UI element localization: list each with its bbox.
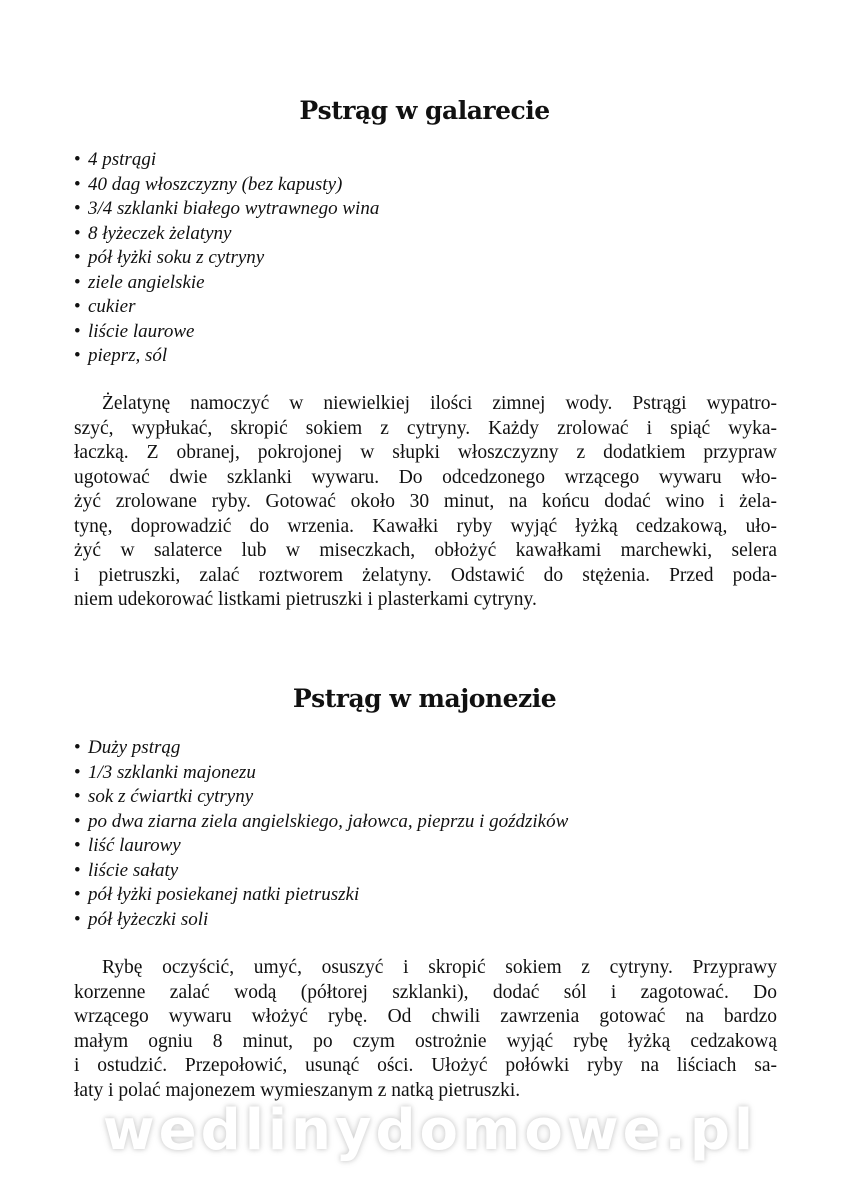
ingredient-item: • pół łyżki soku z cytryny: [74, 246, 379, 271]
instruction-line: korzenne zalać wodą (półtorej szklanki), dodać sól i zagotować. Do: [74, 981, 777, 1003]
ingredient-item: • cukier: [74, 295, 379, 320]
instructions-galarecie: [74, 392, 777, 613]
instruction-line: i pietruszki, zalać roztworem żelatyny. Odstawić do stężenia. Przed poda-: [74, 564, 777, 586]
recipe-title-majonezie: Pstrąg w majonezie: [292, 684, 557, 713]
instruction-line: Żelatynę namoczyć w niewielkiej ilości zimnej wody. Pstrągi wypatro-: [102, 393, 777, 414]
recipe-title-galarecie: Pstrąg w galarecie: [299, 96, 550, 125]
instruction-line: i ostudzić. Przepołowić, usunąć ości. Ułożyć połówki ryby na liściach sa-: [74, 1055, 777, 1076]
ingredient-item: • 1/3 szklanki majonezu: [74, 761, 568, 786]
instruction-line: niem udekorować listkami pietruszki i plasterkami cytryny.: [74, 589, 537, 610]
ingredient-item: • pół łyżki posiekanej natki pietruszki: [74, 883, 568, 908]
ingredient-item: • liście sałaty: [74, 859, 568, 884]
ingredient-item: • Duży pstrąg: [74, 736, 568, 761]
instruction-line: ugotować dwie szklanki wywaru. Do odcedzonego wrzącego wywaru wło-: [74, 466, 777, 488]
instruction-line: wrzącego wywaru włożyć rybę. Od chwili zawrzenia gotować na bardzo: [74, 1006, 777, 1027]
instruction-line: małym ogniu 8 minut, po czym ostrożnie wyjąć rybę łyżką cedzakową: [74, 1030, 777, 1052]
instruction-line: żyć w salaterce lub w miseczkach, obłożyć kawałkami marchewki, selera: [74, 540, 777, 561]
ingredient-item: • liść laurowy: [74, 834, 568, 859]
watermark: wedlinydomowe.pl: [102, 1098, 758, 1163]
ingredient-item: • 40 dag włoszczyzny (bez kapusty): [74, 173, 379, 198]
instruction-line: szyć, wypłukać, skropić sokiem z cytryny. Każdy zrolować i spiąć wyka-: [74, 417, 777, 439]
instruction-line: łaczką. Z obranej, pokrojonej w słupki włoszczyzny z dodatkiem przypraw: [74, 442, 777, 463]
ingredient-item: • liście laurowe: [74, 320, 379, 345]
ingredient-item: • 8 łyżeczek żelatyny: [74, 222, 379, 247]
instruction-line: Rybę oczyścić, umyć, osuszyć i skropić sokiem z cytryny. Przyprawy: [102, 957, 777, 978]
instruction-line: żyć zrolowane ryby. Gotować około 30 minut, na końcu dodać wino i żela-: [74, 491, 777, 512]
ingredient-list-majonezie: [74, 736, 568, 932]
ingredient-item: • pieprz, sól: [74, 344, 379, 369]
ingredient-item: • sok z ćwiartki cytryny: [74, 785, 568, 810]
instruction-line: łaty i polać majonezem wymieszanym z natką pietruszki.: [74, 1079, 521, 1101]
ingredient-item: • 4 pstrągi: [74, 148, 379, 173]
ingredient-item: • po dwa ziarna ziela angielskiego, jałowca, pieprzu i goździków: [74, 810, 568, 835]
ingredient-list-galarecie: [74, 148, 379, 369]
instructions-majonezie: [74, 956, 777, 1103]
ingredient-item: • pół łyżeczki soli: [74, 908, 568, 933]
ingredient-item: • 3/4 szklanki białego wytrawnego wina: [74, 197, 379, 222]
ingredient-item: • ziele angielskie: [74, 271, 379, 296]
instruction-line: tynę, doprowadzić do wrzenia. Kawałki ryby wyjąć łyżką cedzakową, uło-: [74, 515, 777, 537]
